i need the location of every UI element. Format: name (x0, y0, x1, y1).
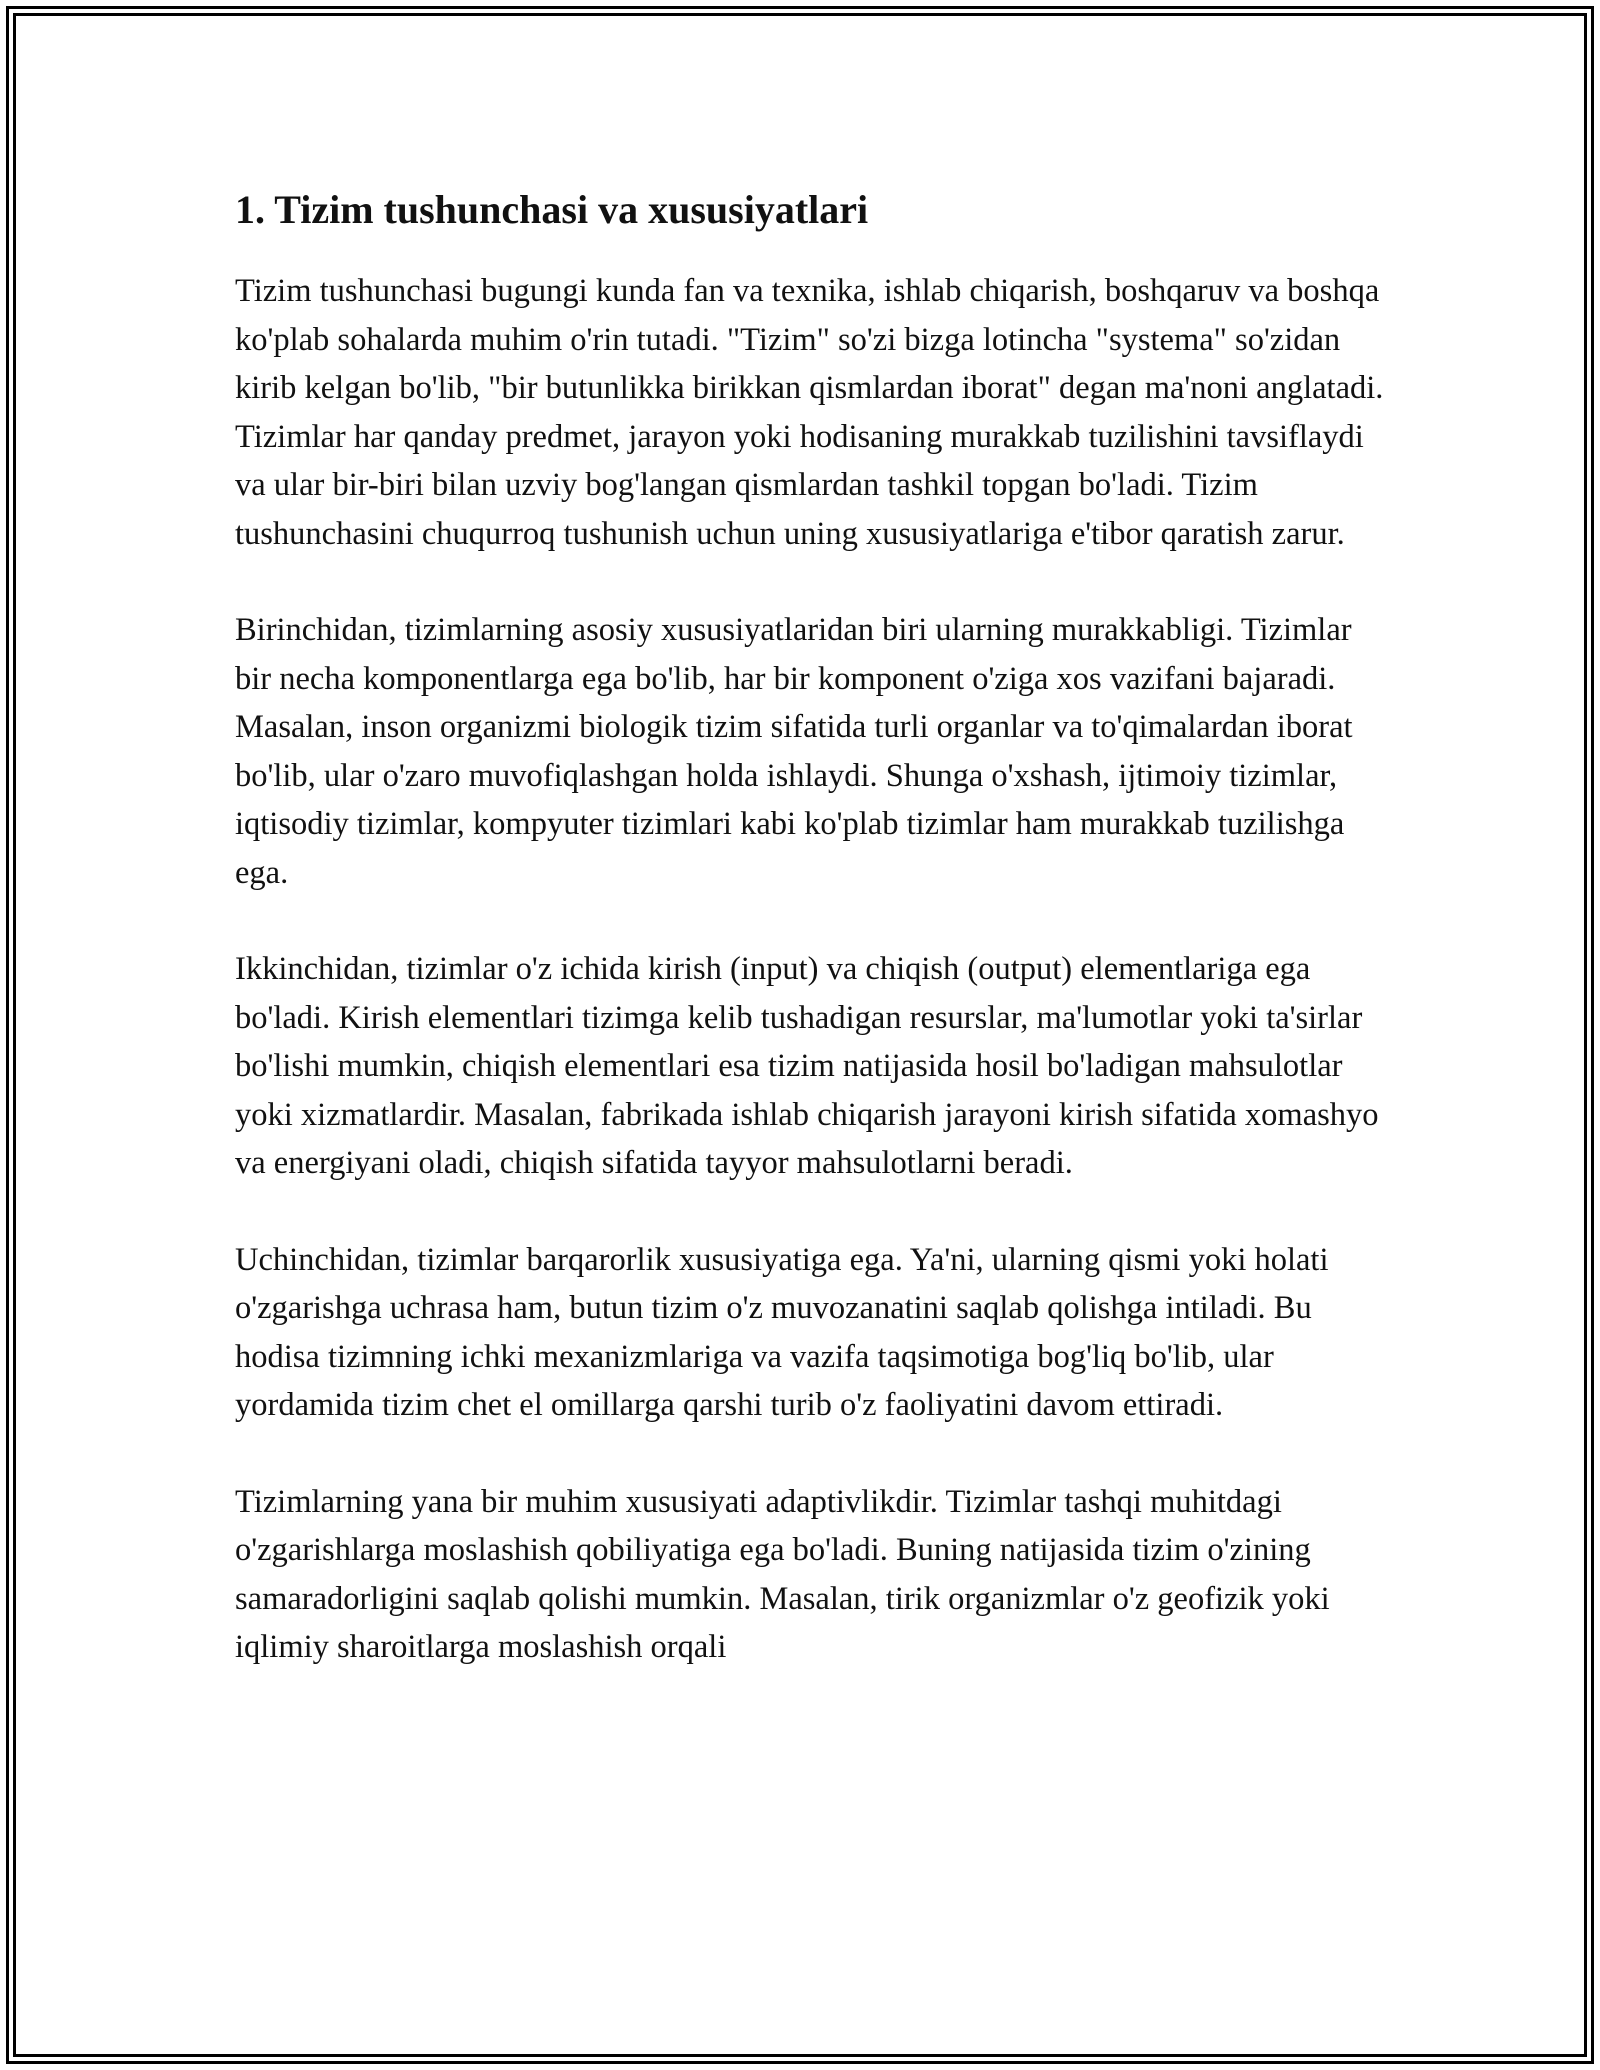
paragraph-complexity: Birinchidan, tizimlarning asosiy xususiyatlaridan biri ularning murakkabligi. Tizimlar bir necha komponentlarga ega bo'lib, har bir komponent o'ziga xos vazifani bajaradi. Masalan, inson organizmi biologik tizim sifatida turli organlar va to'qimalardan iborat bo'lib, ular o'zaro muvofiqlashgan holda ishlaydi. Shunga o'xshash, ijtimoiy tizimlar, iqtisodiy tizimlar, kompyuter tizimlari kabi ko'plab tizimlar ham murakkab tuzilishga ega. (235, 612, 1353, 891)
paragraph-intro: Tizim tushunchasi bugungi kunda fan va texnika, ishlab chiqarish, boshqaruv va boshqa ko'plab sohalarda muhim o'rin tutadi. "Tizim" so'zi bizga lotincha "systema" so'zidan kirib kelgan bo'lib, "bir butunlikka birikkan qismlardan iborat" degan ma'noni anglatadi. Tizimlar har qanday predmet, jarayon yoki hodisaning murakkab tuzilishini tavsiflaydi va ular bir-biri bilan uzviy bog'langan qismlardan tashkil topgan bo'ladi. Tizim tushunchasini chuqurroq tushunish uchun uning xususiyatlariga e'tibor qaratish zarur. (235, 273, 1384, 552)
section-heading: 1. Tizim tushunchasi va xususiyatlari (235, 187, 869, 232)
paragraph-adaptivity: Tizimlarning yana bir muhim xususiyati adaptivlikdir. Tizimlar tashqi muhitdagi o'zgarishlarga moslashish qobiliyatiga ega bo'ladi. Buning natijasida tizim o'zining samaradorligini saqlab qolishi mumkin. Masalan, tirik organizmlar o'z geofizik yoki iqlimiy sharoitlarga moslashish orqali (235, 1483, 1330, 1665)
paragraph-stability: Uchinchidan, tizimlar barqarorlik xususiyatiga ega. Ya'ni, ularning qismi yoki holati o'zgarishga uchrasa ham, butun tizim o'z muvozanatini saqlab qolishga intiladi. Bu hodisa tizimning ichki mexanizmlariga va vazifa taqsimotiga bog'liq bo'lib, ular yordamida tizim chet el omillarga qarshi turib o'z faoliyatini davom ettiradi. (235, 1241, 1329, 1423)
paragraph-input-output: Ikkinchidan, tizimlar o'z ichida kirish (input) va chiqish (output) elementlariga ega bo'ladi. Kirish elementlari tizimga kelib tushadigan resurslar, ma'lumotlar yoki ta'sirlar bo'lishi mumkin, chiqish elementlari esa tizim natijasida hosil bo'ladigan mahsulotlar yoki xizmatlardir. Masalan, fabrikada ishlab chiqarish jarayoni kirish sifatida xomashyo va energiyani oladi, chiqish sifatida tayyor mahsulotlarni beradi. (235, 951, 1379, 1181)
document-body (235, 185, 1395, 1672)
